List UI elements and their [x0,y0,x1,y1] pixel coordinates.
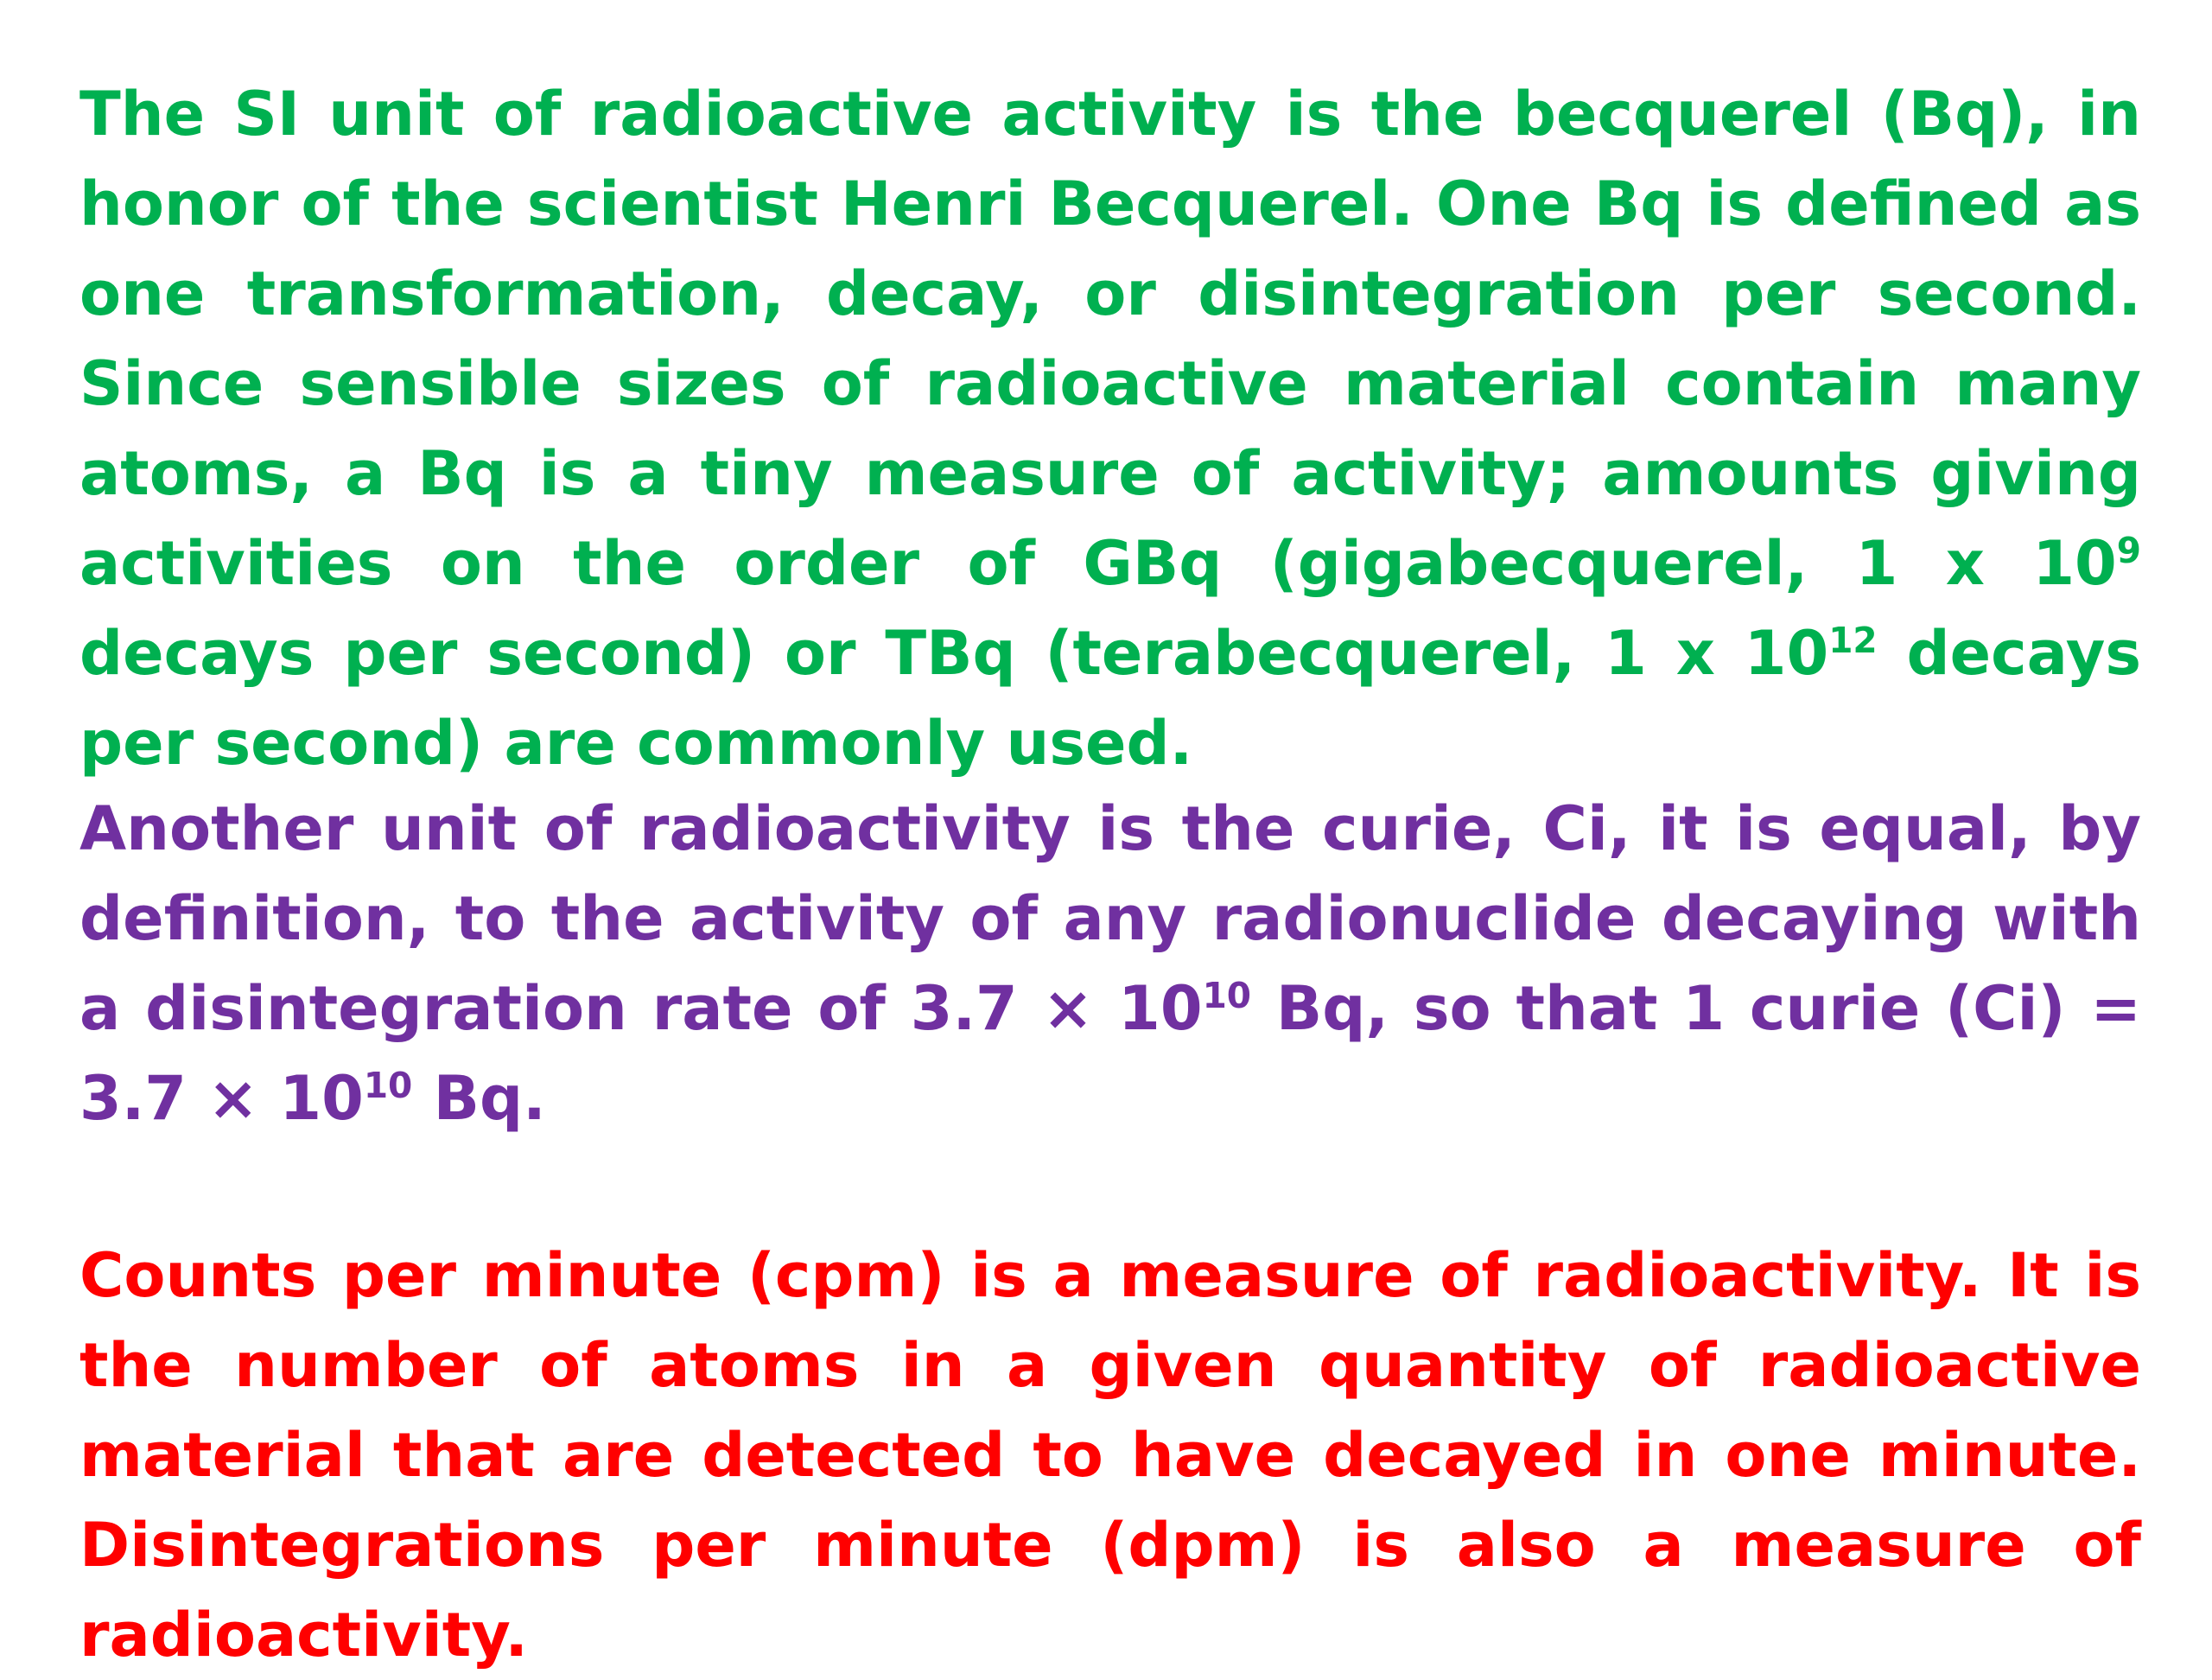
curie-text-3: Bq. [412,1063,546,1134]
becquerel-text-3: decays per second) are commonly used. [79,618,2141,779]
cpm-text: Counts per minute (cpm) is a measure of radioactivity. It is the number of atoms in a given quantity of radioactive material that are detected to have decayed in one minute. Disintegrations per minute (dpm) is also a measure of radioactivity. [79,1240,2141,1670]
paragraph-becquerel [79,69,2141,788]
paragraph-curie [79,784,2141,1143]
exponent-10-b: 10 [363,1064,413,1106]
exponent-12: 12 [1828,619,1878,661]
becquerel-text-2: decays per second) or TBq (terabecquerel, 1 x 10 [79,618,1829,689]
exponent-10-a: 10 [1202,974,1252,1016]
paragraph-counts-per-minute [79,1231,2141,1680]
becquerel-text-1: The SI unit of radioactive activity is the becquerel (Bq), in honor of the scientist Henri Becquerel. One Bq is defined as one transformation, decay, or disintegration per second. Since sensible sizes of radioactive material contain many atoms, a Bq is a tiny measure of activity; amounts giving activities on the order of GBq (gigabecquerel, 1 x 10 [79,79,2141,599]
curie-text-2: Bq, so that 1 curie (Ci) = 3.7 × 10 [79,973,2141,1134]
curie-text-1: Another unit of radioactivity is the curie, Ci, it is equal, by definition, to the activity of any radionuclide decaying with a disintegration rate of 3.7 × 10 [79,793,2141,1044]
exponent-9: 9 [2116,529,2141,571]
